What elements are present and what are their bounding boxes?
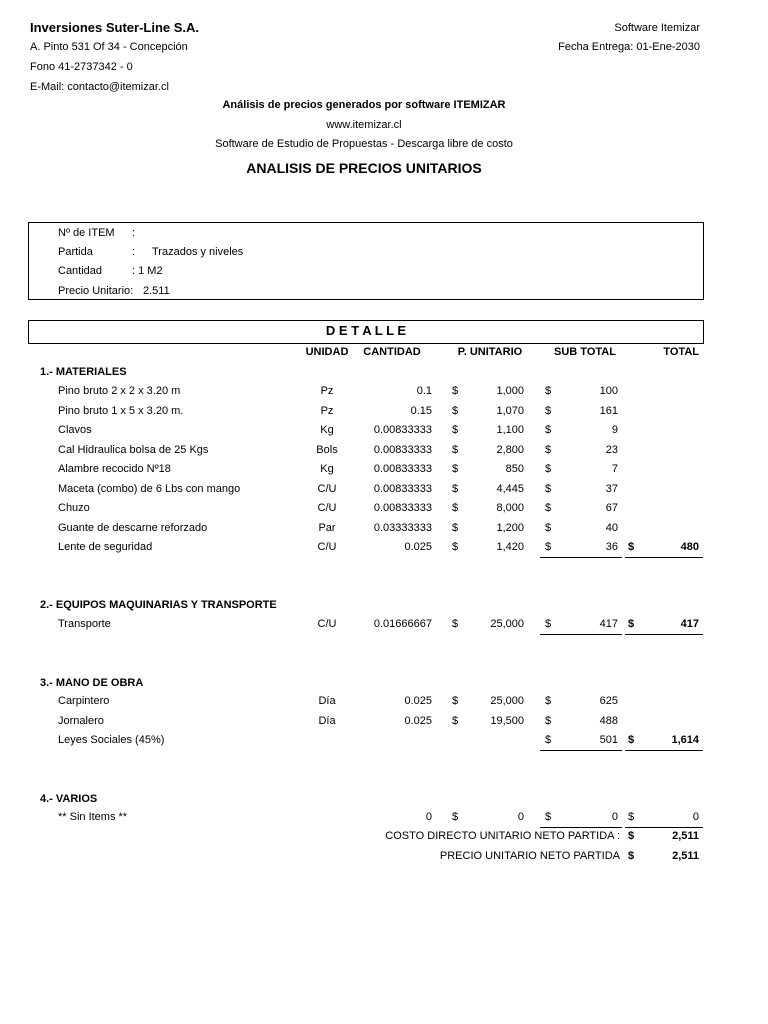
software-name: Software Itemizar bbox=[614, 22, 700, 34]
section-materiales-title: 1.- MATERIALES bbox=[40, 366, 127, 378]
currency-sign: $ bbox=[545, 385, 552, 397]
row-subtotal: 23 bbox=[605, 443, 618, 456]
row-price: 1,200 bbox=[496, 521, 524, 534]
currency-sign: $ bbox=[452, 714, 459, 727]
currency-sign: $ bbox=[452, 618, 459, 630]
row-price: 4,445 bbox=[496, 482, 524, 495]
table-row bbox=[0, 385, 768, 401]
row-unit: C/U bbox=[317, 482, 337, 495]
row-price: 25,000 bbox=[490, 618, 524, 630]
cantidad-value: : 1 M2 bbox=[132, 265, 163, 277]
col-unidad: UNIDAD bbox=[305, 346, 349, 358]
row-qty: 0.025 bbox=[404, 695, 432, 707]
tagline: Software de Estudio de Propuestas - Descarga libre de costo bbox=[215, 138, 513, 150]
row-subtotal: 100 bbox=[599, 385, 618, 397]
costo-directo-value: 2,511 bbox=[672, 830, 699, 842]
row-desc: Guante de descarne reforzado bbox=[58, 521, 208, 534]
varios-total-underline bbox=[625, 827, 703, 828]
row-desc: Maceta (combo) de 6 Lbs con mango bbox=[58, 482, 241, 495]
row-unit: Pz bbox=[320, 385, 334, 397]
precio-neto-label: PRECIO UNITARIO NETO PARTIDA bbox=[439, 850, 620, 862]
row-unit: Bols bbox=[316, 443, 338, 456]
table-row bbox=[0, 541, 768, 557]
currency-sign: $ bbox=[452, 385, 459, 397]
costo-directo-row bbox=[0, 830, 768, 846]
col-sub-total: SUB TOTAL bbox=[554, 346, 616, 358]
precio-neto-row bbox=[0, 850, 768, 866]
currency-sign: $ bbox=[628, 541, 635, 553]
row-price: 0 bbox=[517, 811, 524, 823]
currency-sign: $ bbox=[545, 521, 552, 534]
section-varios-title: 4.- VARIOS bbox=[40, 793, 98, 805]
row-qty: 0.00833333 bbox=[373, 502, 432, 514]
section-total: 1,614 bbox=[671, 734, 699, 746]
mano-obra-total-underline bbox=[625, 750, 703, 751]
row-desc: Cal Hidraulica bolsa de 25 Kgs bbox=[58, 443, 209, 456]
page-title: ANALISIS DE PRECIOS UNITARIOS bbox=[246, 160, 482, 176]
row-qty: 0.01666667 bbox=[373, 618, 432, 630]
table-row bbox=[0, 424, 768, 440]
currency-sign: $ bbox=[452, 463, 459, 475]
row-qty: 0.15 bbox=[410, 404, 432, 417]
column-headers bbox=[0, 346, 768, 362]
company-name: Inversiones Suter-Line S.A. bbox=[30, 20, 200, 35]
currency-sign: $ bbox=[545, 734, 552, 746]
row-price: 2,800 bbox=[496, 443, 524, 456]
row-desc: Alambre recocido Nº18 bbox=[58, 463, 171, 475]
partida-label: Partida bbox=[58, 246, 93, 258]
currency-sign: $ bbox=[545, 618, 552, 630]
row-subtotal: 36 bbox=[605, 541, 618, 553]
row-desc: Lente de seguridad bbox=[58, 541, 153, 553]
row-qty: 0.00833333 bbox=[373, 424, 432, 436]
mano-obra-subtotal-underline bbox=[540, 750, 622, 751]
item-number-sep: : bbox=[132, 227, 136, 239]
row-price: 19,500 bbox=[490, 714, 524, 727]
row-qty: 0.00833333 bbox=[373, 482, 432, 495]
materiales-subtotal-underline bbox=[540, 557, 622, 558]
section-total: 480 bbox=[680, 541, 699, 553]
currency-sign: $ bbox=[545, 695, 552, 707]
row-desc: Pino bruto 1 x 5 x 3.20 m. bbox=[58, 404, 184, 417]
equipos-total-underline bbox=[625, 634, 703, 635]
precio-unitario-value: 2.511 bbox=[143, 285, 170, 297]
row-desc: Jornalero bbox=[58, 714, 104, 727]
row-desc: Carpintero bbox=[58, 695, 110, 707]
section-equipos-title: 2.- EQUIPOS MAQUINARIAS Y TRANSPORTE bbox=[40, 599, 277, 611]
currency-sign: $ bbox=[545, 482, 552, 495]
currency-sign: $ bbox=[545, 811, 552, 823]
row-desc: Leyes Sociales (45%) bbox=[58, 734, 165, 746]
row-price: 25,000 bbox=[490, 695, 524, 707]
precio-unitario-label: Precio Unitario: bbox=[58, 285, 134, 297]
currency-sign: $ bbox=[545, 404, 552, 417]
company-address: A. Pinto 531 Of 34 - Concepción bbox=[30, 41, 188, 53]
currency-sign: $ bbox=[452, 502, 459, 514]
partida-value: Trazados y niveles bbox=[152, 246, 244, 258]
col-total: TOTAL bbox=[663, 346, 699, 358]
currency-sign: $ bbox=[628, 811, 635, 823]
currency-sign: $ bbox=[545, 541, 552, 553]
varios-subtotal-underline bbox=[540, 827, 622, 828]
row-subtotal: 67 bbox=[605, 502, 618, 514]
row-subtotal: 0 bbox=[611, 811, 618, 823]
row-desc: Transporte bbox=[58, 618, 111, 630]
row-desc: Clavos bbox=[58, 424, 92, 436]
cantidad-label: Cantidad bbox=[58, 265, 103, 277]
website: www.itemizar.cl bbox=[326, 119, 402, 131]
table-row bbox=[0, 811, 768, 827]
row-subtotal: 488 bbox=[599, 714, 618, 727]
currency-sign: $ bbox=[545, 463, 552, 475]
row-qty: 0.00833333 bbox=[373, 463, 432, 475]
row-unit: Kg bbox=[320, 424, 334, 436]
col-p-unitario: P. UNITARIO bbox=[457, 346, 523, 358]
section-mano-obra-title: 3.- MANO DE OBRA bbox=[40, 677, 144, 689]
materiales-total-underline bbox=[625, 557, 703, 558]
row-desc: Pino bruto 2 x 2 x 3.20 m bbox=[58, 385, 181, 397]
row-unit: Pz bbox=[320, 404, 334, 417]
row-unit: Día bbox=[318, 714, 336, 727]
currency-sign: $ bbox=[452, 424, 459, 436]
detail-title: D E T A L L E bbox=[325, 323, 407, 338]
row-subtotal: 501 bbox=[599, 734, 618, 746]
table-row bbox=[0, 618, 768, 634]
row-qty: 0.025 bbox=[404, 714, 432, 727]
currency-sign: $ bbox=[628, 830, 635, 842]
row-desc: Chuzo bbox=[58, 502, 90, 514]
table-row bbox=[0, 483, 768, 499]
row-qty: 0.00833333 bbox=[373, 443, 432, 456]
currency-sign: $ bbox=[452, 695, 459, 707]
row-qty: 0.025 bbox=[404, 541, 432, 553]
currency-sign: $ bbox=[452, 404, 459, 417]
currency-sign: $ bbox=[628, 618, 635, 630]
row-subtotal: 7 bbox=[611, 463, 618, 475]
row-price: 1,000 bbox=[496, 385, 524, 397]
section-total: 417 bbox=[680, 618, 699, 630]
currency-sign: $ bbox=[452, 443, 459, 456]
table-row bbox=[0, 502, 768, 518]
table-row bbox=[0, 715, 768, 731]
row-unit: C/U bbox=[317, 541, 337, 553]
delivery-date: Fecha Entrega: 01-Ene-2030 bbox=[558, 41, 700, 53]
table-row bbox=[0, 734, 768, 750]
costo-directo-label: COSTO DIRECTO UNITARIO NETO PARTIDA : bbox=[385, 830, 620, 842]
row-unit: C/U bbox=[317, 502, 337, 514]
item-number-label: Nº de ITEM bbox=[58, 227, 115, 239]
section-total: 0 bbox=[692, 811, 699, 823]
row-subtotal: 9 bbox=[611, 424, 618, 436]
row-desc: ** Sin Items ** bbox=[58, 811, 128, 823]
row-subtotal: 40 bbox=[605, 521, 618, 534]
row-price: 1,100 bbox=[496, 424, 524, 436]
row-unit: Kg bbox=[320, 463, 334, 475]
row-subtotal: 417 bbox=[599, 618, 618, 630]
generated-by: Análisis de precios generados por software ITEMIZAR bbox=[222, 99, 506, 111]
row-subtotal: 37 bbox=[605, 482, 618, 495]
equipos-subtotal-underline bbox=[540, 634, 622, 635]
row-qty: 0.03333333 bbox=[373, 521, 432, 534]
precio-neto-value: 2,511 bbox=[672, 850, 699, 862]
row-unit: Día bbox=[318, 695, 336, 707]
company-email: E-Mail: contacto@itemizar.cl bbox=[30, 81, 169, 93]
row-qty: 0 bbox=[425, 811, 432, 823]
currency-sign: $ bbox=[452, 521, 459, 534]
currency-sign: $ bbox=[628, 850, 635, 862]
table-row bbox=[0, 522, 768, 538]
row-subtotal: 161 bbox=[599, 404, 618, 417]
currency-sign: $ bbox=[545, 714, 552, 727]
row-price: 1,070 bbox=[496, 404, 524, 417]
currency-sign: $ bbox=[545, 443, 552, 456]
table-row bbox=[0, 405, 768, 421]
col-cantidad: CANTIDAD bbox=[363, 346, 421, 358]
row-price: 8,000 bbox=[496, 502, 524, 514]
row-qty: 0.1 bbox=[416, 385, 432, 397]
row-price: 1,420 bbox=[496, 541, 524, 553]
table-row bbox=[0, 695, 768, 711]
row-subtotal: 625 bbox=[599, 695, 618, 707]
table-row bbox=[0, 463, 768, 479]
currency-sign: $ bbox=[452, 541, 459, 553]
currency-sign: $ bbox=[452, 811, 459, 823]
currency-sign: $ bbox=[545, 502, 552, 514]
row-unit: Par bbox=[318, 521, 336, 534]
company-phone: Fono 41-2737342 - 0 bbox=[30, 61, 133, 73]
row-price: 850 bbox=[505, 463, 524, 475]
currency-sign: $ bbox=[628, 734, 635, 746]
currency-sign: $ bbox=[545, 424, 552, 436]
table-row bbox=[0, 444, 768, 460]
row-unit: C/U bbox=[317, 618, 337, 630]
currency-sign: $ bbox=[452, 482, 459, 495]
partida-sep: : bbox=[132, 246, 136, 258]
